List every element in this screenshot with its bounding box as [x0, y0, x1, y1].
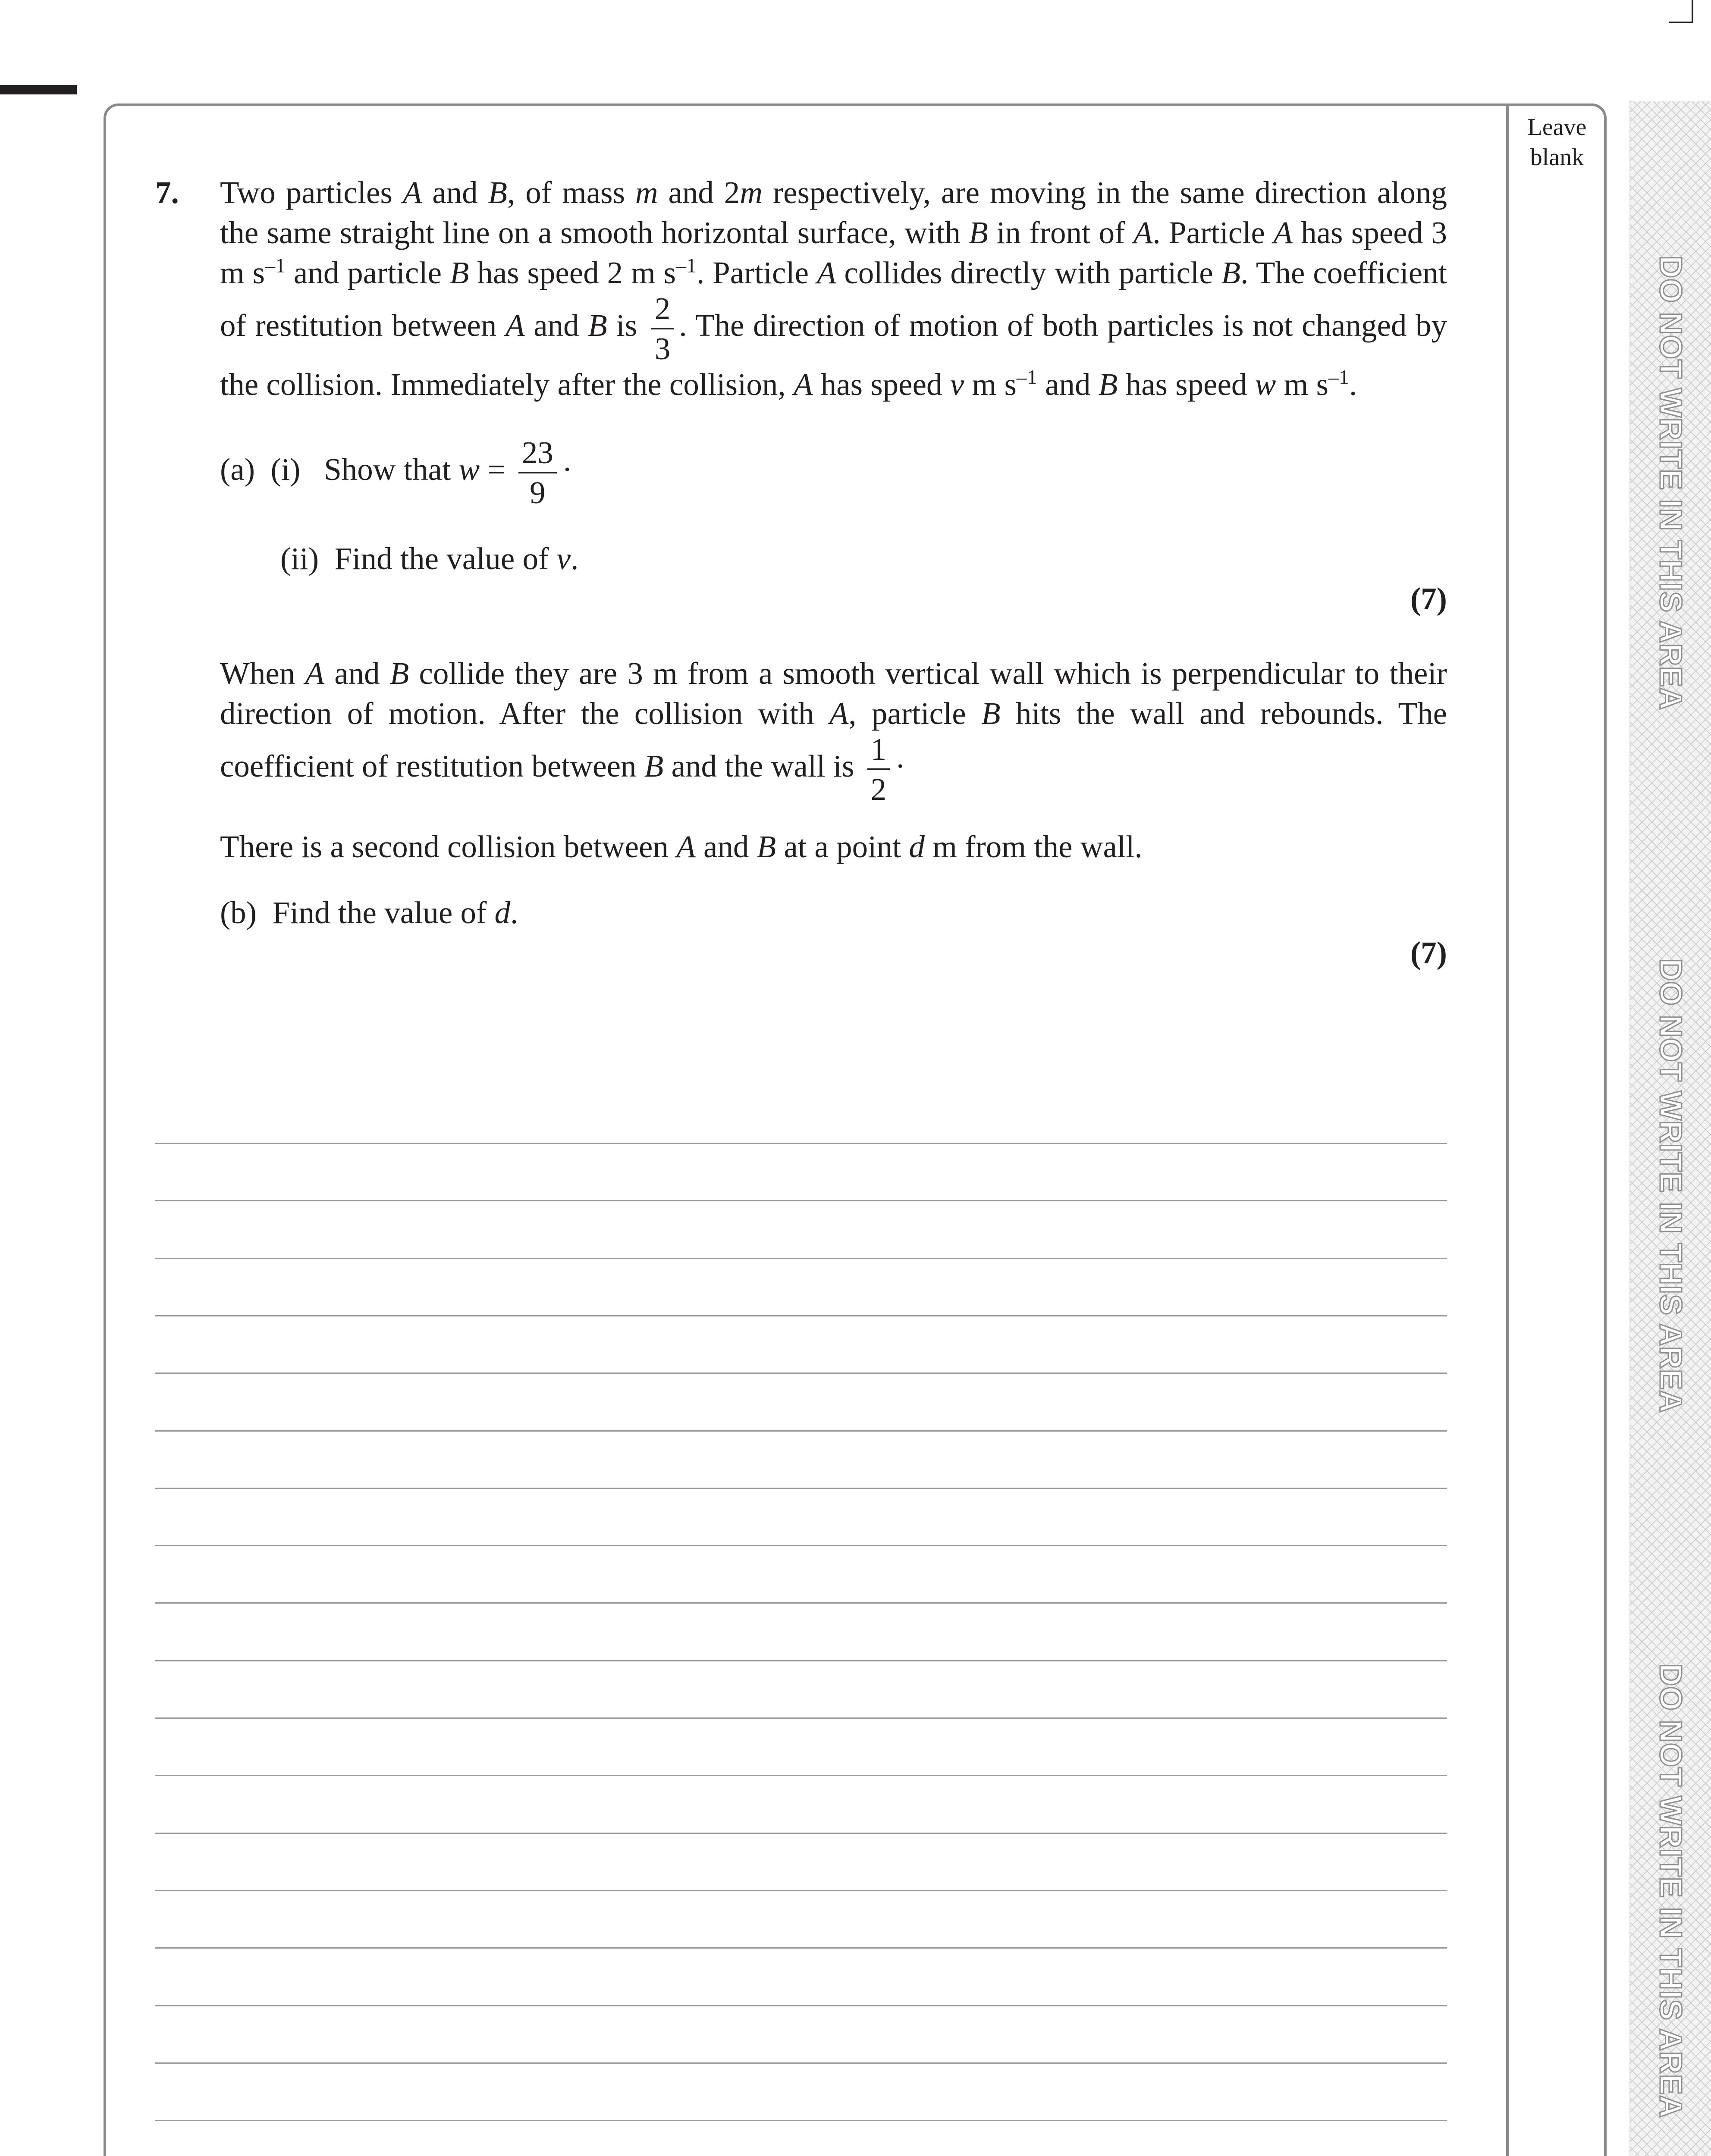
answer-line[interactable] [155, 2005, 1447, 2006]
answer-line[interactable] [155, 1545, 1447, 1546]
answer-line[interactable] [155, 1200, 1447, 1201]
answer-line[interactable] [155, 1775, 1447, 1776]
answer-line[interactable] [155, 1315, 1447, 1316]
answer-line[interactable] [155, 1373, 1447, 1374]
answer-line[interactable] [155, 1143, 1447, 1144]
part-b-marks: (7) [1410, 935, 1447, 970]
answer-line[interactable] [155, 2120, 1447, 2121]
crop-mark-top [1692, 0, 1693, 22]
part-a-ii: (ii) Find the value of v. [280, 541, 579, 576]
answer-line[interactable] [155, 1602, 1447, 1604]
question-intro: Two particles A and B, of mass m and 2m respectively, are moving in the same direction along the same straight line on a smooth horizontal surface, with B in front of A. Particle A has speed 3 m $s^{-1}$ and particle B has speed 2 m $s^{-1}$. Particle A collides directly with particle B. The coefficient of restitution between A and B is $\frac{2}{3}$ . The direction of motion of both particles is not changed by the collision. Immediately after the collision, A has speed v m $s^{-1}$ and B has speed w m $s^{-1}$. [220, 175, 1447, 402]
part-a-i: (a) (i) Show that w = $\frac{23}{9}$ · [220, 435, 573, 510]
answer-line[interactable] [155, 1488, 1447, 1489]
answer-line[interactable] [155, 1717, 1447, 1719]
question-7 [155, 172, 1447, 973]
fraction-two-thirds: $\frac{2}{3}$ [651, 293, 674, 364]
answer-line[interactable] [155, 1833, 1447, 1834]
leave-blank-label: Leave blank [1527, 114, 1587, 171]
part-a-marks: (7) [1410, 581, 1447, 616]
crop-mark-top-h [1669, 22, 1693, 23]
wall-paragraph: When A and B collide they are 3 m from a smooth vertical wall which is perpendicular to their direction of motion. After the collision with A, particle B hits the wall and rebounds. The coefficient of restitution between B and the wall is $\frac{1}{2}$ · [220, 656, 1447, 807]
answer-line[interactable] [155, 1890, 1447, 1891]
answer-line[interactable] [155, 1258, 1447, 1259]
part-b: (b) Find the value of d. [220, 895, 518, 930]
margin-warning-3: DO NOT WRITE IN THIS AREA [1653, 1663, 1688, 2118]
question-number: 7. [155, 175, 179, 210]
margin-warning-1: DO NOT WRITE IN THIS AREA [1653, 255, 1688, 711]
margin-warning-2: DO NOT WRITE IN THIS AREA [1653, 958, 1688, 1413]
answer-line[interactable] [155, 2062, 1447, 2064]
fraction-one-half: $\frac{1}{2}$ [867, 733, 890, 805]
registration-mark-top [0, 85, 77, 94]
fraction-23-9: $\frac{23}{9}$ [518, 437, 557, 508]
answer-line[interactable] [155, 1430, 1447, 1432]
second-collision: There is a second collision between A and B at a point d m from the wall. [220, 829, 1143, 864]
answer-line[interactable] [155, 1947, 1447, 1949]
answer-line[interactable] [155, 1660, 1447, 1661]
leave-blank-divider [1506, 106, 1509, 2156]
